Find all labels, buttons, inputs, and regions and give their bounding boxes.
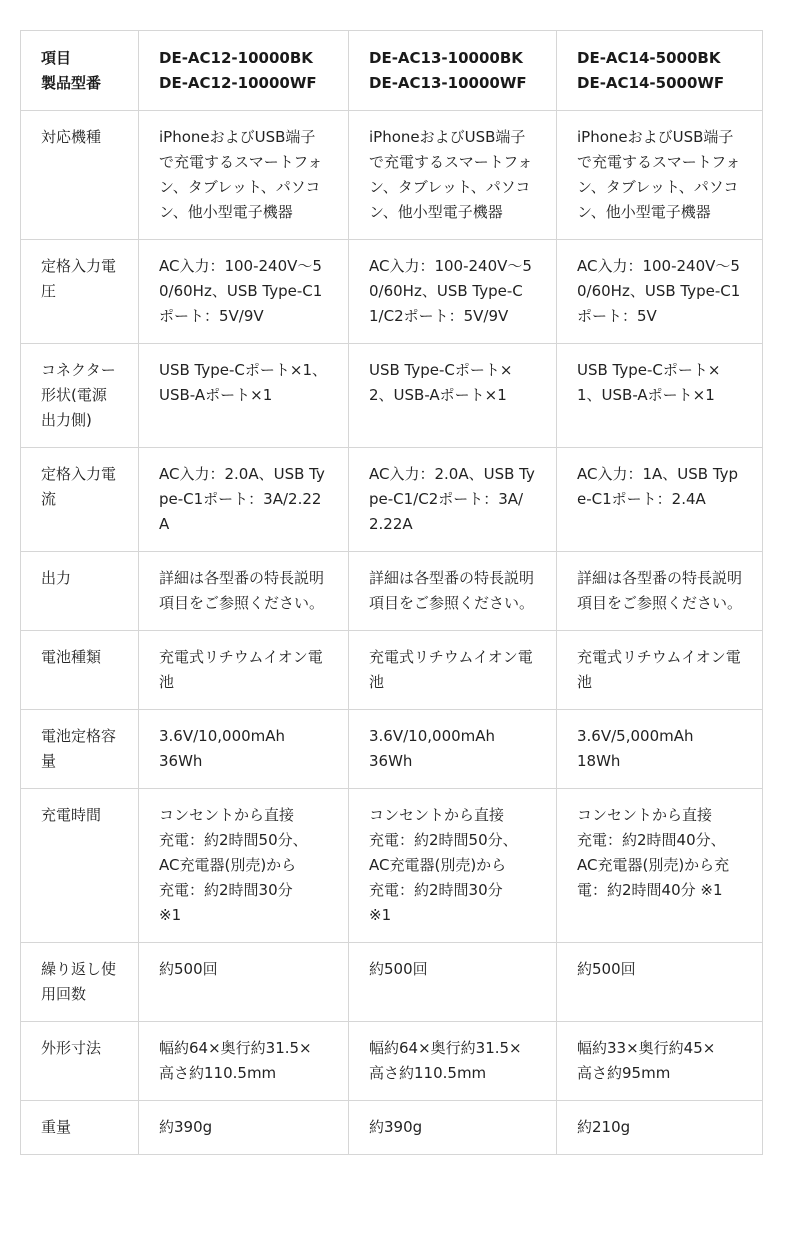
spec-value: 幅約64×奥行約31.5× 高さ約110.5mm — [349, 1022, 557, 1101]
spec-value: 幅約33×奥行約45× 高さ約95mm — [557, 1022, 763, 1101]
header-row — [21, 31, 763, 111]
spec-value: 約210g — [557, 1101, 763, 1155]
row-label: 出力 — [21, 552, 139, 631]
spec-value: 詳細は各型番の特長説明項目をご参照ください。 — [139, 552, 349, 631]
spec-value: iPhoneおよびUSB端子で充電するスマートフォン、タブレット、パソコン、他小型電子機器 — [139, 111, 349, 240]
spec-value: AC入力：100-240V〜50/60Hz、USB Type-C1ポート：5V — [557, 240, 763, 344]
spec-row-battery-type — [21, 631, 763, 710]
spec-value: USB Type-Cポート×1、USB-Aポート×1 — [557, 344, 763, 448]
spec-value: iPhoneおよびUSB端子で充電するスマートフォン、タブレット、パソコン、他小型電子機器 — [349, 111, 557, 240]
row-label: 充電時間 — [21, 789, 139, 943]
spec-value: コンセントから直接 充電：約2時間50分、 AC充電器(別売)から 充電：約2時間30分 ※1 — [349, 789, 557, 943]
spec-value: 約390g — [139, 1101, 349, 1155]
spec-value: AC入力：100-240V〜50/60Hz、USB Type-C1/C2ポート：5V/9V — [349, 240, 557, 344]
row-label: 重量 — [21, 1101, 139, 1155]
spec-value: USB Type-Cポート×2、USB-Aポート×1 — [349, 344, 557, 448]
spec-value: iPhoneおよびUSB端子で充電するスマートフォン、タブレット、パソコン、他小型電子機器 — [557, 111, 763, 240]
row-label: 対応機種 — [21, 111, 139, 240]
spec-value: 充電式リチウムイオン電池 — [349, 631, 557, 710]
spec-value: AC入力：2.0A、USB Type-C1/C2ポート：3A/2.22A — [349, 448, 557, 552]
spec-value: 3.6V/5,000mAh 18Wh — [557, 710, 763, 789]
spec-value: 3.6V/10,000mAh 36Wh — [139, 710, 349, 789]
spec-value: 詳細は各型番の特長説明項目をご参照ください。 — [557, 552, 763, 631]
spec-value: 約390g — [349, 1101, 557, 1155]
spec-row-rated-input-voltage — [21, 240, 763, 344]
row-label: 電池定格容量 — [21, 710, 139, 789]
spec-value: AC入力：2.0A、USB Type-C1ポート：3A/2.22A — [139, 448, 349, 552]
header-label-cell: 項目 製品型番 — [21, 31, 139, 111]
row-label: 外形寸法 — [21, 1022, 139, 1101]
spec-value: 約500回 — [349, 943, 557, 1022]
spec-value: 約500回 — [557, 943, 763, 1022]
row-label: 定格入力電圧 — [21, 240, 139, 344]
spec-value: 約500回 — [139, 943, 349, 1022]
spec-value: 充電式リチウムイオン電池 — [139, 631, 349, 710]
model-header-cell: DE-AC13-10000BK DE-AC13-10000WF — [349, 31, 557, 111]
spec-row-compatible-devices — [21, 111, 763, 240]
spec-value: 充電式リチウムイオン電池 — [557, 631, 763, 710]
spec-value: USB Type-Cポート×1、USB-Aポート×1 — [139, 344, 349, 448]
spec-value: 詳細は各型番の特長説明項目をご参照ください。 — [349, 552, 557, 631]
spec-row-weight — [21, 1101, 763, 1155]
spec-value: コンセントから直接 充電：約2時間40分、 AC充電器(別売)から充電：約2時間40分 ※1 — [557, 789, 763, 943]
row-label: コネクター形状(電源出力側) — [21, 344, 139, 448]
spec-value: 3.6V/10,000mAh 36Wh — [349, 710, 557, 789]
model-header-cell: DE-AC12-10000BK DE-AC12-10000WF — [139, 31, 349, 111]
row-label: 定格入力電流 — [21, 448, 139, 552]
spec-row-cycle-count — [21, 943, 763, 1022]
row-label: 電池種類 — [21, 631, 139, 710]
spec-row-battery-capacity — [21, 710, 763, 789]
spec-row-output — [21, 552, 763, 631]
model-header-cell: DE-AC14-5000BK DE-AC14-5000WF — [557, 31, 763, 111]
spec-row-charging-time — [21, 789, 763, 943]
spec-row-connector-shape — [21, 344, 763, 448]
spec-table — [20, 30, 763, 1155]
spec-value: AC入力：100-240V〜50/60Hz、USB Type-C1ポート：5V/9V — [139, 240, 349, 344]
spec-value: コンセントから直接 充電：約2時間50分、 AC充電器(別売)から 充電：約2時間30分 ※1 — [139, 789, 349, 943]
spec-row-rated-input-current — [21, 448, 763, 552]
spec-row-dimensions — [21, 1022, 763, 1101]
spec-value: AC入力：1A、USB Type-C1ポート：2.4A — [557, 448, 763, 552]
spec-value: 幅約64×奥行約31.5× 高さ約110.5mm — [139, 1022, 349, 1101]
row-label: 繰り返し使用回数 — [21, 943, 139, 1022]
